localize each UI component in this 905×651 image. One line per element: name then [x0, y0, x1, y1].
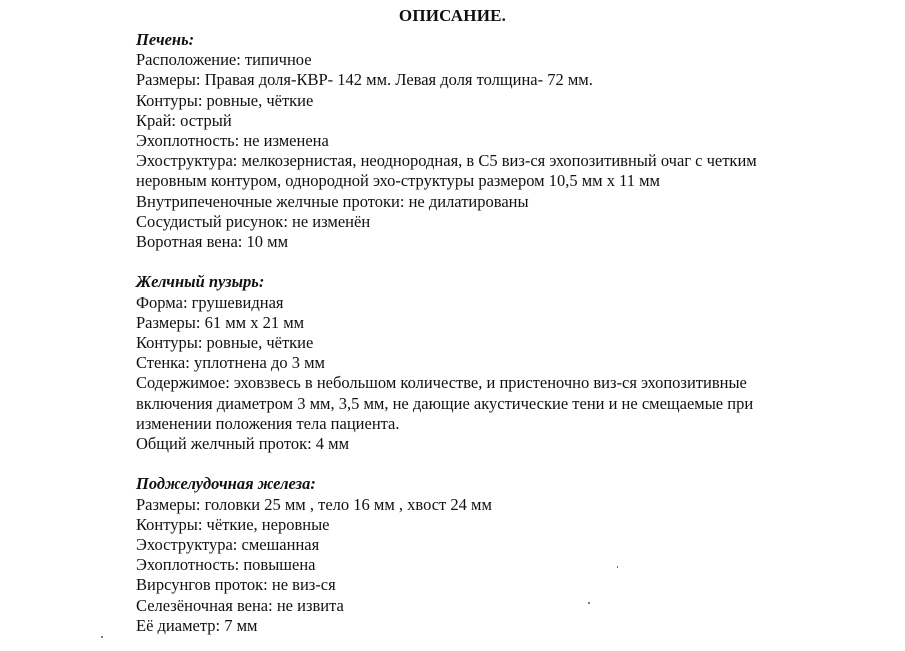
text-line: Контуры: чёткие, неровные: [136, 514, 330, 534]
section-spacer: [136, 252, 886, 272]
text-line: Эхоплотность: повышена: [136, 555, 316, 575]
text-line: Расположение: типичное: [136, 50, 312, 70]
text-line: Её диаметр: 7 мм: [136, 615, 258, 635]
section-liver: [136, 30, 886, 252]
text-line: Эхоструктура: мелкозернистая, неоднородная, в С5 виз-ся эхопозитивный очаг с четким: [136, 151, 757, 171]
text-line: Селезёночная вена: не извита: [136, 595, 344, 615]
section-pancreas: [136, 474, 886, 636]
section-heading-gallbladder: Желчный пузырь:: [136, 272, 265, 292]
section-heading-pancreas: Поджелудочная железа:: [136, 474, 316, 494]
text-line: Эхоструктура: смешанная: [136, 535, 320, 555]
scan-speck: [588, 602, 590, 604]
text-line: Содержимое: эховзвесь в небольшом количестве, и пристеночно виз-ся эхопозитивные: [136, 373, 747, 393]
text-line: Внутрипеченочные желчные протоки: не дилатированы: [136, 191, 529, 211]
text-line: Вирсунгов проток: не виз-ся: [136, 575, 336, 595]
document-body: [136, 30, 886, 636]
text-line: Общий желчный проток: 4 мм: [136, 434, 350, 454]
document-title: ОПИСАНИЕ.: [398, 6, 507, 25]
text-line: неровным контуром, однородной эхо-структуры размером 10,5 мм х 11 мм: [136, 171, 660, 191]
text-line: Размеры: 61 мм х 21 мм: [136, 312, 305, 332]
section-heading-liver: Печень:: [136, 30, 195, 49]
section-gallbladder: [136, 272, 886, 454]
text-line: Контуры: ровные, чёткие: [136, 90, 314, 110]
text-line: Стенка: уплотнена до 3 мм: [136, 353, 325, 373]
text-line: Воротная вена: 10 мм: [136, 232, 289, 252]
scan-speck: [101, 636, 103, 638]
section-spacer: [136, 454, 886, 474]
text-line: включения диаметром 3 мм, 3,5 мм, не дающие акустические тени и не смещаемые при: [136, 393, 754, 413]
text-line: Контуры: ровные, чёткие: [136, 333, 314, 353]
text-line: Размеры: Правая доля-КВР- 142 мм. Левая доля толщина- 72 мм.: [136, 70, 593, 90]
text-line: Сосудистый рисунок: не изменён: [136, 211, 371, 231]
text-line: Размеры: головки 25 мм , тело 16 мм , хвост 24 мм: [136, 494, 492, 514]
text-line: изменении положения тела пациента.: [136, 413, 400, 433]
scan-speck: [617, 566, 618, 568]
text-line: Эхоплотность: не изменена: [136, 131, 329, 151]
text-line: Край: острый: [136, 110, 232, 130]
text-line: Форма: грушевидная: [136, 292, 284, 312]
